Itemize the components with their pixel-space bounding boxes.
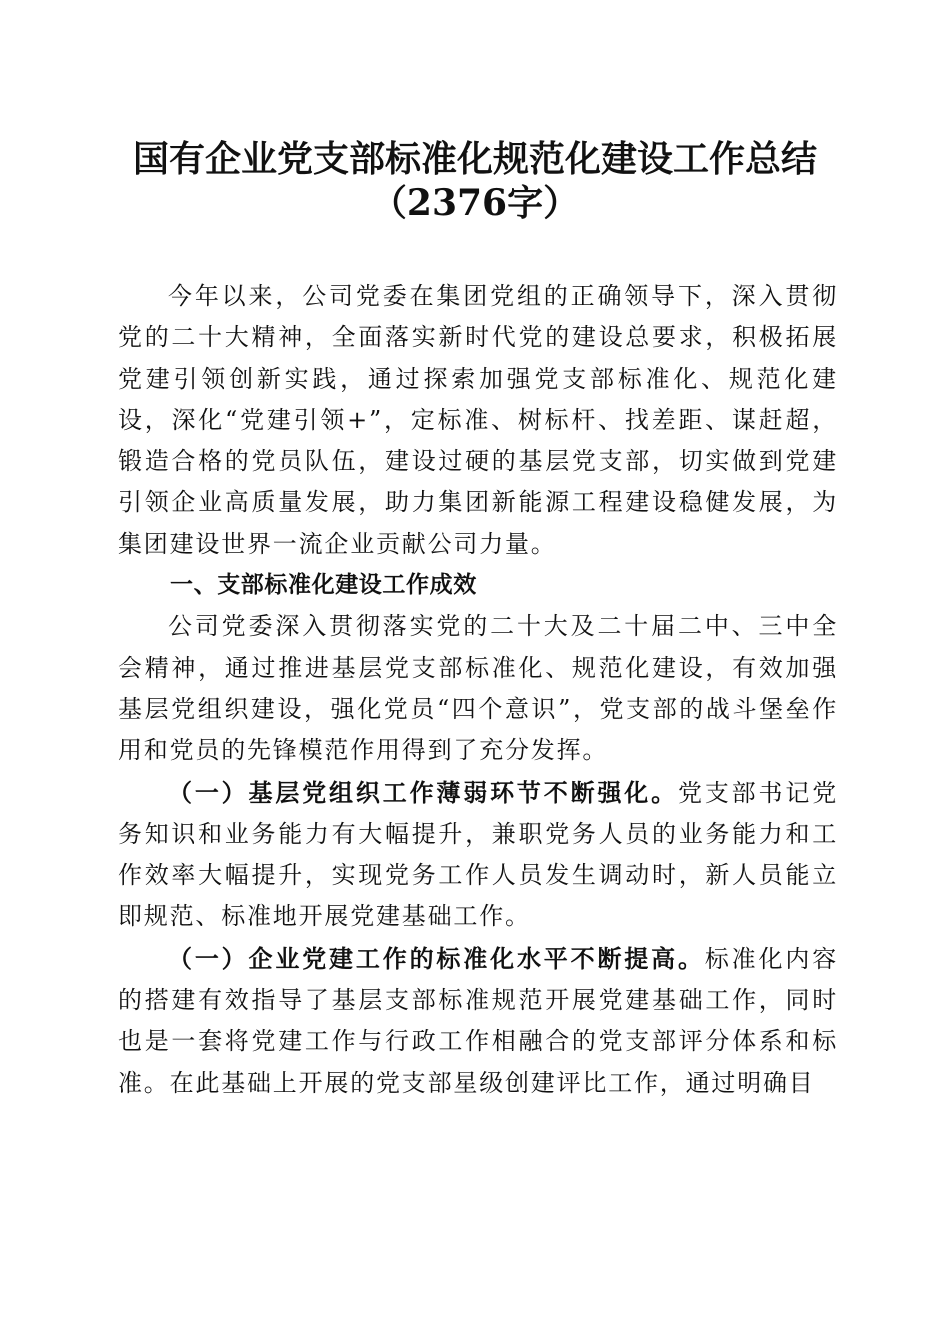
document-body <box>118 276 838 1104</box>
item-paragraph-2 <box>118 938 838 1104</box>
item-lead-2: （一）企业党建工作的标准化水平不断提高。 <box>168 943 705 973</box>
intro-paragraph: 今年以来，公司党委在集团党组的正确领导下，深入贯彻党的二十大精神，全面落实新时代党的建设总要求，积极拓展党建引领创新实践，通过探索加强党支部标准化、规范化建设，深化“党建引领+”，定标准、树标杆、找差距、谋赶超，锻造合格的党员队伍，建设过硬的基层党支部，切实做到党建引领企业高质量发展，助力集团新能源工程建设稳健发展，为集团建设世界一流企业贡献公司力量。 <box>118 282 838 558</box>
item-text-2: 标准化内容的搭建有效指导了基层支部标准规范开展党建基础工作，同时也是一套将党建工作与行政工作相融合的党支部评分体系和标准。在此基础上开展的党支部星级创建评比工作，通过明确目 <box>118 944 839 1097</box>
item-paragraph-1 <box>118 772 838 938</box>
item-text-1: 党支部书记党务知识和业务能力有大幅提升，兼职党务人员的业务能力和工作效率大幅提升，实现党务工作人员发生调动时，新人员能立即规范、标准地开展党建基础工作。 <box>118 778 838 931</box>
document-word-count: （2376字） <box>370 182 580 224</box>
document-title: 国有企业党支部标准化规范化建设工作总结 <box>132 138 817 180</box>
section-paragraph: 公司党委深入贯彻落实党的二十大及二十届二中、三中全会精神，通过推进基层党支部标准化、规范化建设，有效加强基层党组织建设，强化党员“四个意识”，党支部的战斗堡垒作用和党员的先锋模范作用得到了充分发挥。 <box>118 612 838 765</box>
section-heading: 一、支部标准化建设工作成效 <box>170 572 477 599</box>
item-lead-1: （一）基层党组织工作薄弱环节不断强化。 <box>168 777 678 807</box>
